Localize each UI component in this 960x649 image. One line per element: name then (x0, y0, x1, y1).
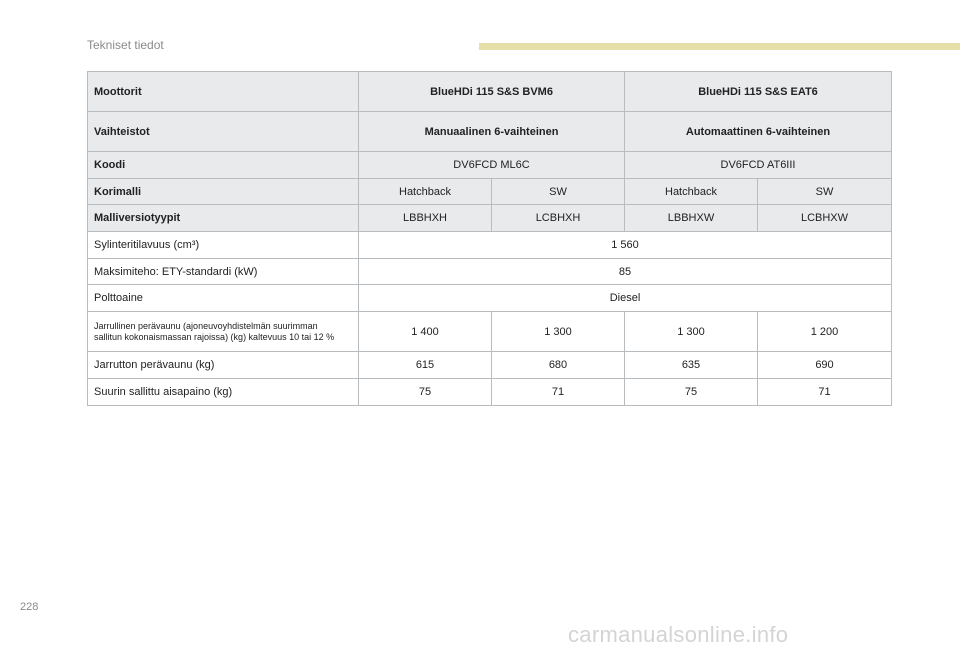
gearbox-2: Automaattinen 6-vaihteinen (625, 112, 892, 152)
gearboxes-label: Vaihteistot (88, 112, 359, 152)
codes-label: Koodi (88, 152, 359, 179)
unbraked-trailer-label: Jarrutton perävaunu (kg) (88, 352, 359, 379)
page-number: 228 (20, 601, 39, 613)
table-row-motors (88, 72, 892, 112)
table-row-gearboxes (88, 112, 892, 152)
displacement-value: 1 560 (359, 232, 892, 259)
variant-3: LBBHXW (625, 205, 758, 232)
power-label: Maksimiteho: ETY-standardi (kW) (88, 259, 359, 285)
table-row-codes (88, 152, 892, 179)
braked-trailer-1: 1 400 (359, 312, 492, 352)
unbraked-trailer-2: 680 (492, 352, 625, 379)
nose-weight-3: 75 (625, 379, 758, 406)
table-row-unbraked-trailer (88, 352, 892, 379)
variant-2: LCBHXH (492, 205, 625, 232)
engine-spec-table (87, 71, 892, 406)
braked-trailer-2: 1 300 (492, 312, 625, 352)
body-4: SW (758, 179, 892, 205)
table-row-nose-weight (88, 379, 892, 406)
body-1: Hatchback (359, 179, 492, 205)
bodies-label: Korimalli (88, 179, 359, 205)
braked-trailer-label-line2: sallitun kokonaismassan rajoissa) (kg) kaltevuus 10 tai 12 % (94, 331, 335, 342)
motor-2: BlueHDi 115 S&S EAT6 (625, 72, 892, 112)
section-title: Tekniset tiedot (87, 38, 164, 52)
nose-weight-2: 71 (492, 379, 625, 406)
table-row-braked-trailer (88, 312, 892, 352)
motor-1: BlueHDi 115 S&S BVM6 (359, 72, 625, 112)
nose-weight-label: Suurin sallittu aisapaino (kg) (88, 379, 359, 406)
variant-1: LBBHXH (359, 205, 492, 232)
table-row-bodies (88, 179, 892, 205)
braked-trailer-label-line1: Jarrullinen perävaunu (ajoneuvoyhdistelmän suurimman (94, 320, 318, 331)
watermark: carmanualsonline.info (568, 622, 789, 647)
body-2: SW (492, 179, 625, 205)
variants-label: Malliversiotyypit (88, 205, 359, 232)
table-row-fuel (88, 285, 892, 312)
unbraked-trailer-4: 690 (758, 352, 892, 379)
code-1: DV6FCD ML6C (359, 152, 625, 179)
header-accent-bar (479, 43, 960, 50)
code-2: DV6FCD AT6III (625, 152, 892, 179)
displacement-label: Sylinteritilavuus (cm³) (88, 232, 359, 259)
table-row-variants (88, 205, 892, 232)
body-3: Hatchback (625, 179, 758, 205)
nose-weight-1: 75 (359, 379, 492, 406)
gearbox-1: Manuaalinen 6-vaihteinen (359, 112, 625, 152)
fuel-label: Polttoaine (88, 285, 359, 312)
braked-trailer-3: 1 300 (625, 312, 758, 352)
power-value: 85 (359, 259, 892, 285)
unbraked-trailer-1: 615 (359, 352, 492, 379)
braked-trailer-label (88, 312, 359, 352)
braked-trailer-4: 1 200 (758, 312, 892, 352)
unbraked-trailer-3: 635 (625, 352, 758, 379)
variant-4: LCBHXW (758, 205, 892, 232)
nose-weight-4: 71 (758, 379, 892, 406)
table-row-displacement (88, 232, 892, 259)
motors-label: Moottorit (88, 72, 359, 112)
fuel-value: Diesel (359, 285, 892, 312)
table-row-power (88, 259, 892, 285)
